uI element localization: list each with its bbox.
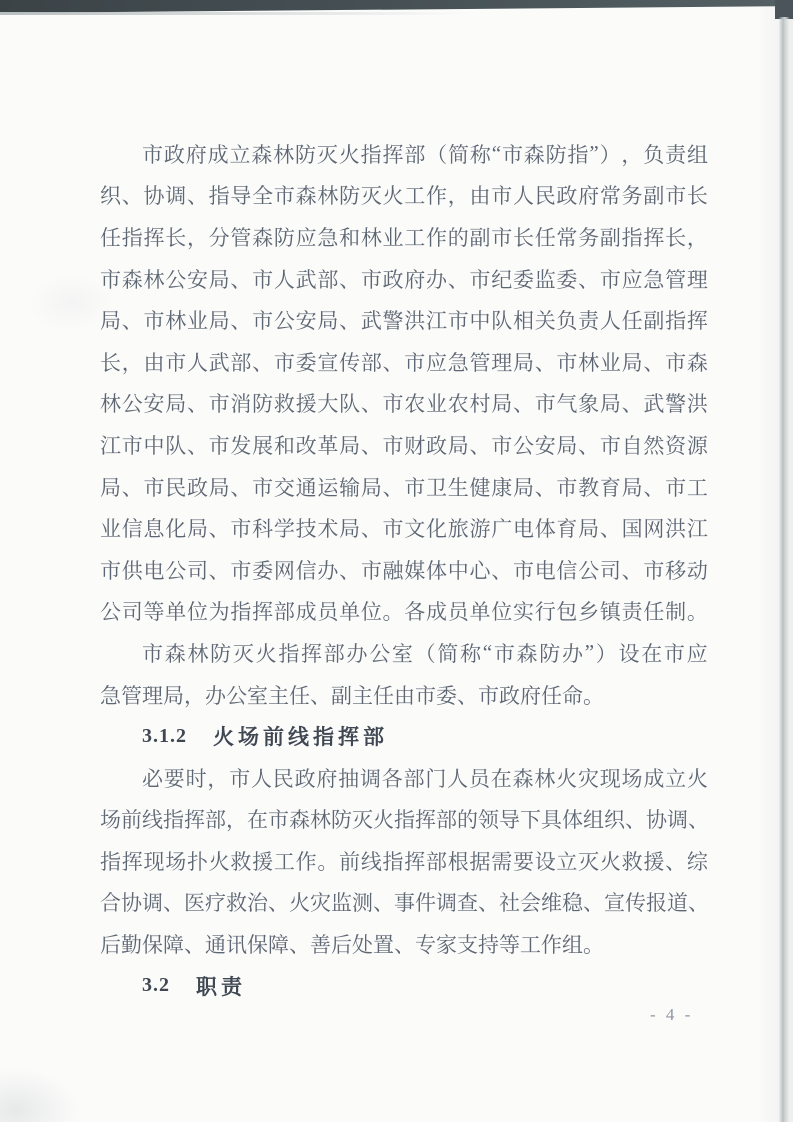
text-line: 市 政 府 成 立 森 林 防 灭 火 指 挥 部 （ 简 称 “ 市 森 防 指 ” ） ， 负 责 组 (142, 141, 708, 167)
scan-right-edge (779, 17, 789, 1122)
paragraph (100, 133, 708, 632)
section-heading (100, 965, 708, 1007)
text-line: 业 信 息 化 局 、 市 科 学 技 术 局 、 市 文 化 旅 游 广 电 体 育 局 、 国 网 洪 江 (100, 517, 708, 542)
text-line: 林 公 安 局 、 市 消 防 救 援 大 队 、 市 农 业 农 村 局 、 市 气 象 局 、 武 警 洪 (100, 392, 708, 417)
heading-number: 3.1.2 (142, 724, 187, 747)
text-line: 指 挥 现 场 扑 火 救 援 工 作 。 前 线 指 挥 部 根 据 需 要 设 立 灭 火 救 援 、 综 (100, 849, 708, 874)
section-heading (100, 715, 708, 757)
text-line: 合 协 调 、 医 疗 救 治 、 火 灾 监 测 、 事 件 调 查 、 社 会 维 稳 、 宣 传 报 道 、 (100, 891, 709, 916)
text-line: 急 管 理 局 ， 办 公 室 主 任 、 副 主 任 由 市 委 、 市 政 府 任 命 。 (100, 683, 604, 708)
heading-title: 火场前线指挥部 (213, 726, 388, 750)
text-line: 任 指 挥 长 ， 分 管 森 防 应 急 和 林 业 工 作 的 副 市 长 任 常 务 副 指 挥 长 ， (100, 225, 708, 250)
text-line: 必 要 时 ， 市 人 民 政 府 抽 调 各 部 门 人 员 在 森 林 火 灾 现 场 成 立 火 (142, 766, 708, 791)
text-line: 局 、 市 民 政 局 、 市 交 通 运 输 局 、 市 卫 生 健 康 局 、 市 教 育 局 、 市 工 (100, 475, 708, 500)
heading-title: 职责 (196, 975, 246, 999)
text-line: 市 森 林 防 灭 火 指 挥 部 办 公 室 （ 简 称 “ 市 森 防 办 ” ） 设 在 市 应 (142, 640, 708, 666)
text-line: 江 市 中 队 、 市 发 展 和 改 革 局 、 市 财 政 局 、 市 公 安 局 、 市 自 然 资 源 (100, 433, 708, 458)
paragraph (100, 757, 708, 965)
paragraph (100, 632, 708, 715)
text-line: 市 森 林 公 安 局 、 市 人 武 部 、 市 政 府 办 、 市 纪 委 监 委 、 市 应 急 管 理 (100, 267, 708, 292)
text-line: 局 、 市 林 业 局 、 市 公 安 局 、 武 警 洪 江 市 中 队 相 关 负 责 人 任 副 指 挥 (100, 309, 708, 334)
text-line: 场 前 线 指 挥 部 ， 在 市 森 林 防 灭 火 指 挥 部 的 领 导 下 具 体 组 织 、 协 调 、 (100, 808, 709, 833)
document-page (100, 133, 708, 1006)
text-line: 长 ， 由 市 人 武 部 、 市 委 宣 传 部 、 市 应 急 管 理 局 、 市 林 业 局 、 市 森 (100, 350, 708, 375)
page-number: - 4 - (650, 1005, 694, 1024)
heading-number: 3.2 (142, 974, 170, 997)
scan-top-edge-shadow (0, 12, 470, 15)
text-line: 市 供 电 公 司 、 市 委 网 信 办 、 市 融 媒 体 中 心 、 市 电 信 公 司 、 市 移 动 (100, 558, 708, 583)
text-line: 公 司 等 单 位 为 指 挥 部 成 员 单 位 。 各 成 员 单 位 实 行 包 乡 镇 责 任 制 。 (100, 600, 708, 625)
text-line: 织 、 协 调 、 指 导 全 市 森 林 防 灭 火 工 作 ， 由 市 人 民 政 府 常 务 副 市 长 (100, 184, 708, 209)
text-line: 后 勤 保 障 、 通 讯 保 障 、 善 后 处 置 、 专 家 支 持 等 工 作 组 。 (100, 933, 604, 958)
